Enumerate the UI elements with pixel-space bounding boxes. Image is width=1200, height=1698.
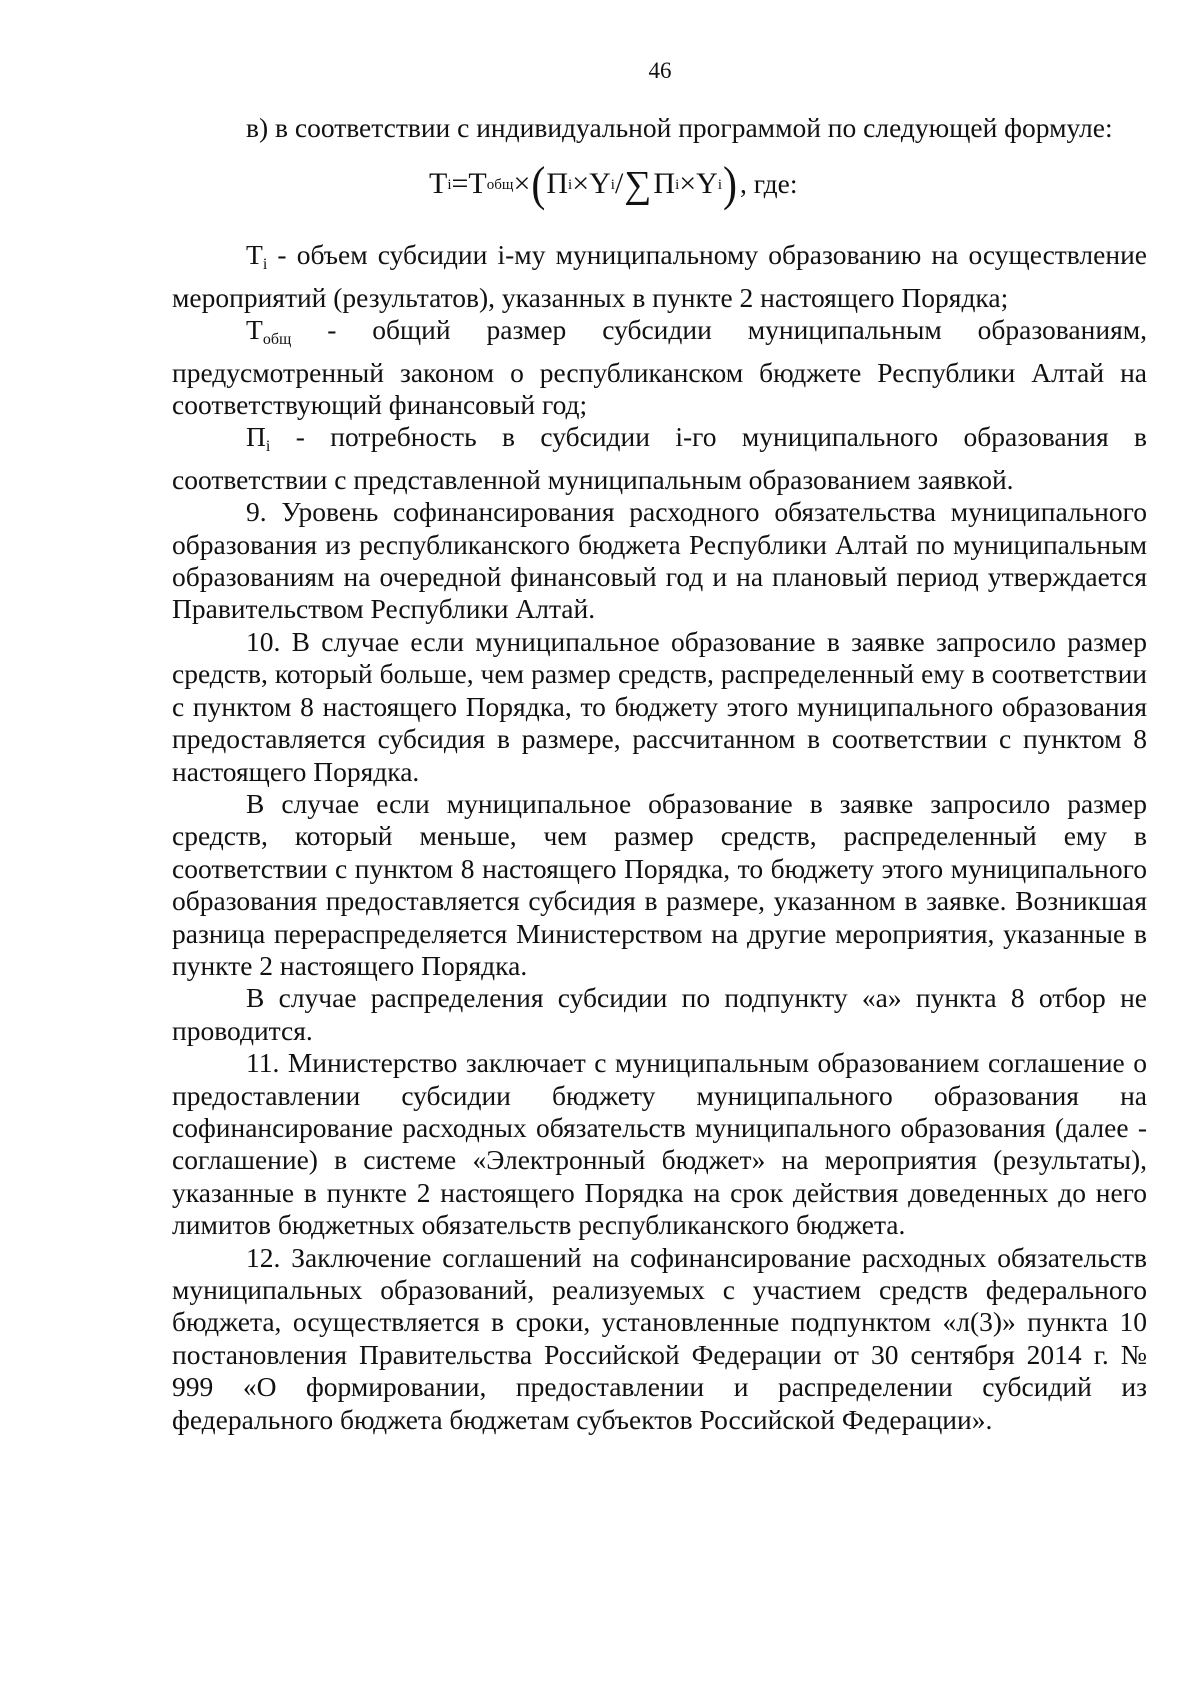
definition-symbol: П (246, 421, 266, 453)
document-body (172, 112, 1147, 1436)
definition-item (172, 239, 1147, 314)
paragraph-10-note: В случае распределения субсидии по подпункту «а» пункта 8 отбор не проводится. (172, 982, 1147, 1046)
formula-where: , где: (740, 168, 798, 200)
definition-symbol: Т (246, 314, 263, 346)
formula-symbol: Y (589, 167, 611, 201)
formula-symbol: П (546, 167, 569, 201)
open-paren-glyph: ( (531, 158, 546, 212)
sum-symbol: ∑ (624, 163, 652, 206)
definition-subscript: i (265, 438, 271, 456)
paragraph-10-continued: В случае если муниципальное образование в заявке запросило размер средств, который меньше, чем размер средств, распределенный ему в соответствии с пунктом 8 настоящего Порядка, то бюджету этого муниципального образования предоставляется субсидия в размере, указанном в заявке. Возникшая разница перераспределяется Министерством на другие мероприятия, указанные в пункте 2 настоящего Порядка. (172, 787, 1147, 981)
formula-operator: × (513, 167, 531, 201)
paragraph-9: 9. Уровень софинансирования расходного обязательства муниципального образования из республиканского бюджета Республики Алтай по муниципальным образованиям на очередной финансовый год и на плановый период утверждается Правительством Республики Алтай. (172, 496, 1147, 625)
formula-operator: = (451, 167, 469, 201)
paragraph-11: 11. Министерство заключает с муниципальным образованием соглашение о предоставлении субсидии бюджету муниципального образования на софинансирование расходных обязательств муниципального образования (далее - соглашение) в системе «Электронный бюджет» на мероприятия (результаты), указанные в пункте 2 настоящего Порядка на срок действия доведенных до него лимитов бюджетных обязательств республиканского бюджета. (172, 1047, 1147, 1241)
page-number: 46 (648, 58, 672, 83)
paragraph-12: 12. Заключение соглашений на софинансирование расходных обязательств муниципальных образований, реализуемых с участием средств федерального бюджета, осуществляется в сроки, установленные подпунктом «л(3)» пункта 10 постановления Правительства Российской Федерации от 30 сентября 2014 г. № 999 «О формировании, предоставлении и распределении субсидий из федерального бюджета бюджетам субъектов Российской Федерации». (172, 1241, 1147, 1435)
formula-symbol: П (653, 167, 676, 201)
formula-operator: × (679, 167, 697, 201)
definition-item (172, 314, 1147, 421)
formula-symbol: T (429, 167, 448, 201)
definition-item (172, 421, 1147, 496)
close-paren-glyph: ) (723, 158, 738, 212)
definition-symbol: T (246, 239, 263, 271)
paragraph-10: 10. В случае если муниципальное образование в заявке запросило размер средств, который больше, чем размер средств, распределенный ему в соответствии с пунктом 8 настоящего Порядка, то бюджету этого муниципального образования предоставляется субсидия в размере, рассчитанном в соответствии с пунктом 8 настоящего Порядка. (172, 625, 1147, 787)
formula (172, 144, 1147, 239)
definition-text: - общий размер субсидии муниципальным образованиям, предусмотренный законом о республиканском бюджете Республики Алтай на соответствующий финансовый год; (172, 314, 1147, 421)
formula-operator: / (614, 167, 624, 201)
definition-text: - потребность в субсидии i-го муниципального образования в соответствии с представленной муниципальным образованием заявкой. (172, 421, 1147, 495)
definition-subscript: i (262, 256, 268, 274)
formula-expression: T i = T общ × ( П i × Y i / ∑ П i × Y i ) , где: (429, 158, 798, 212)
formula-intro: в) в соответствии с индивидуальной программой по следующей формуле: (246, 112, 1113, 143)
formula-symbol: Y (696, 167, 718, 201)
definition-subscript: общ (262, 331, 292, 349)
formula-symbol: T (468, 167, 487, 201)
definition-text: - объем субсидии i-му муниципальному образованию на осуществление мероприятий (результатов), указанных в пункте 2 настоящего Порядка; (172, 239, 1147, 313)
formula-operator: × (572, 167, 590, 201)
